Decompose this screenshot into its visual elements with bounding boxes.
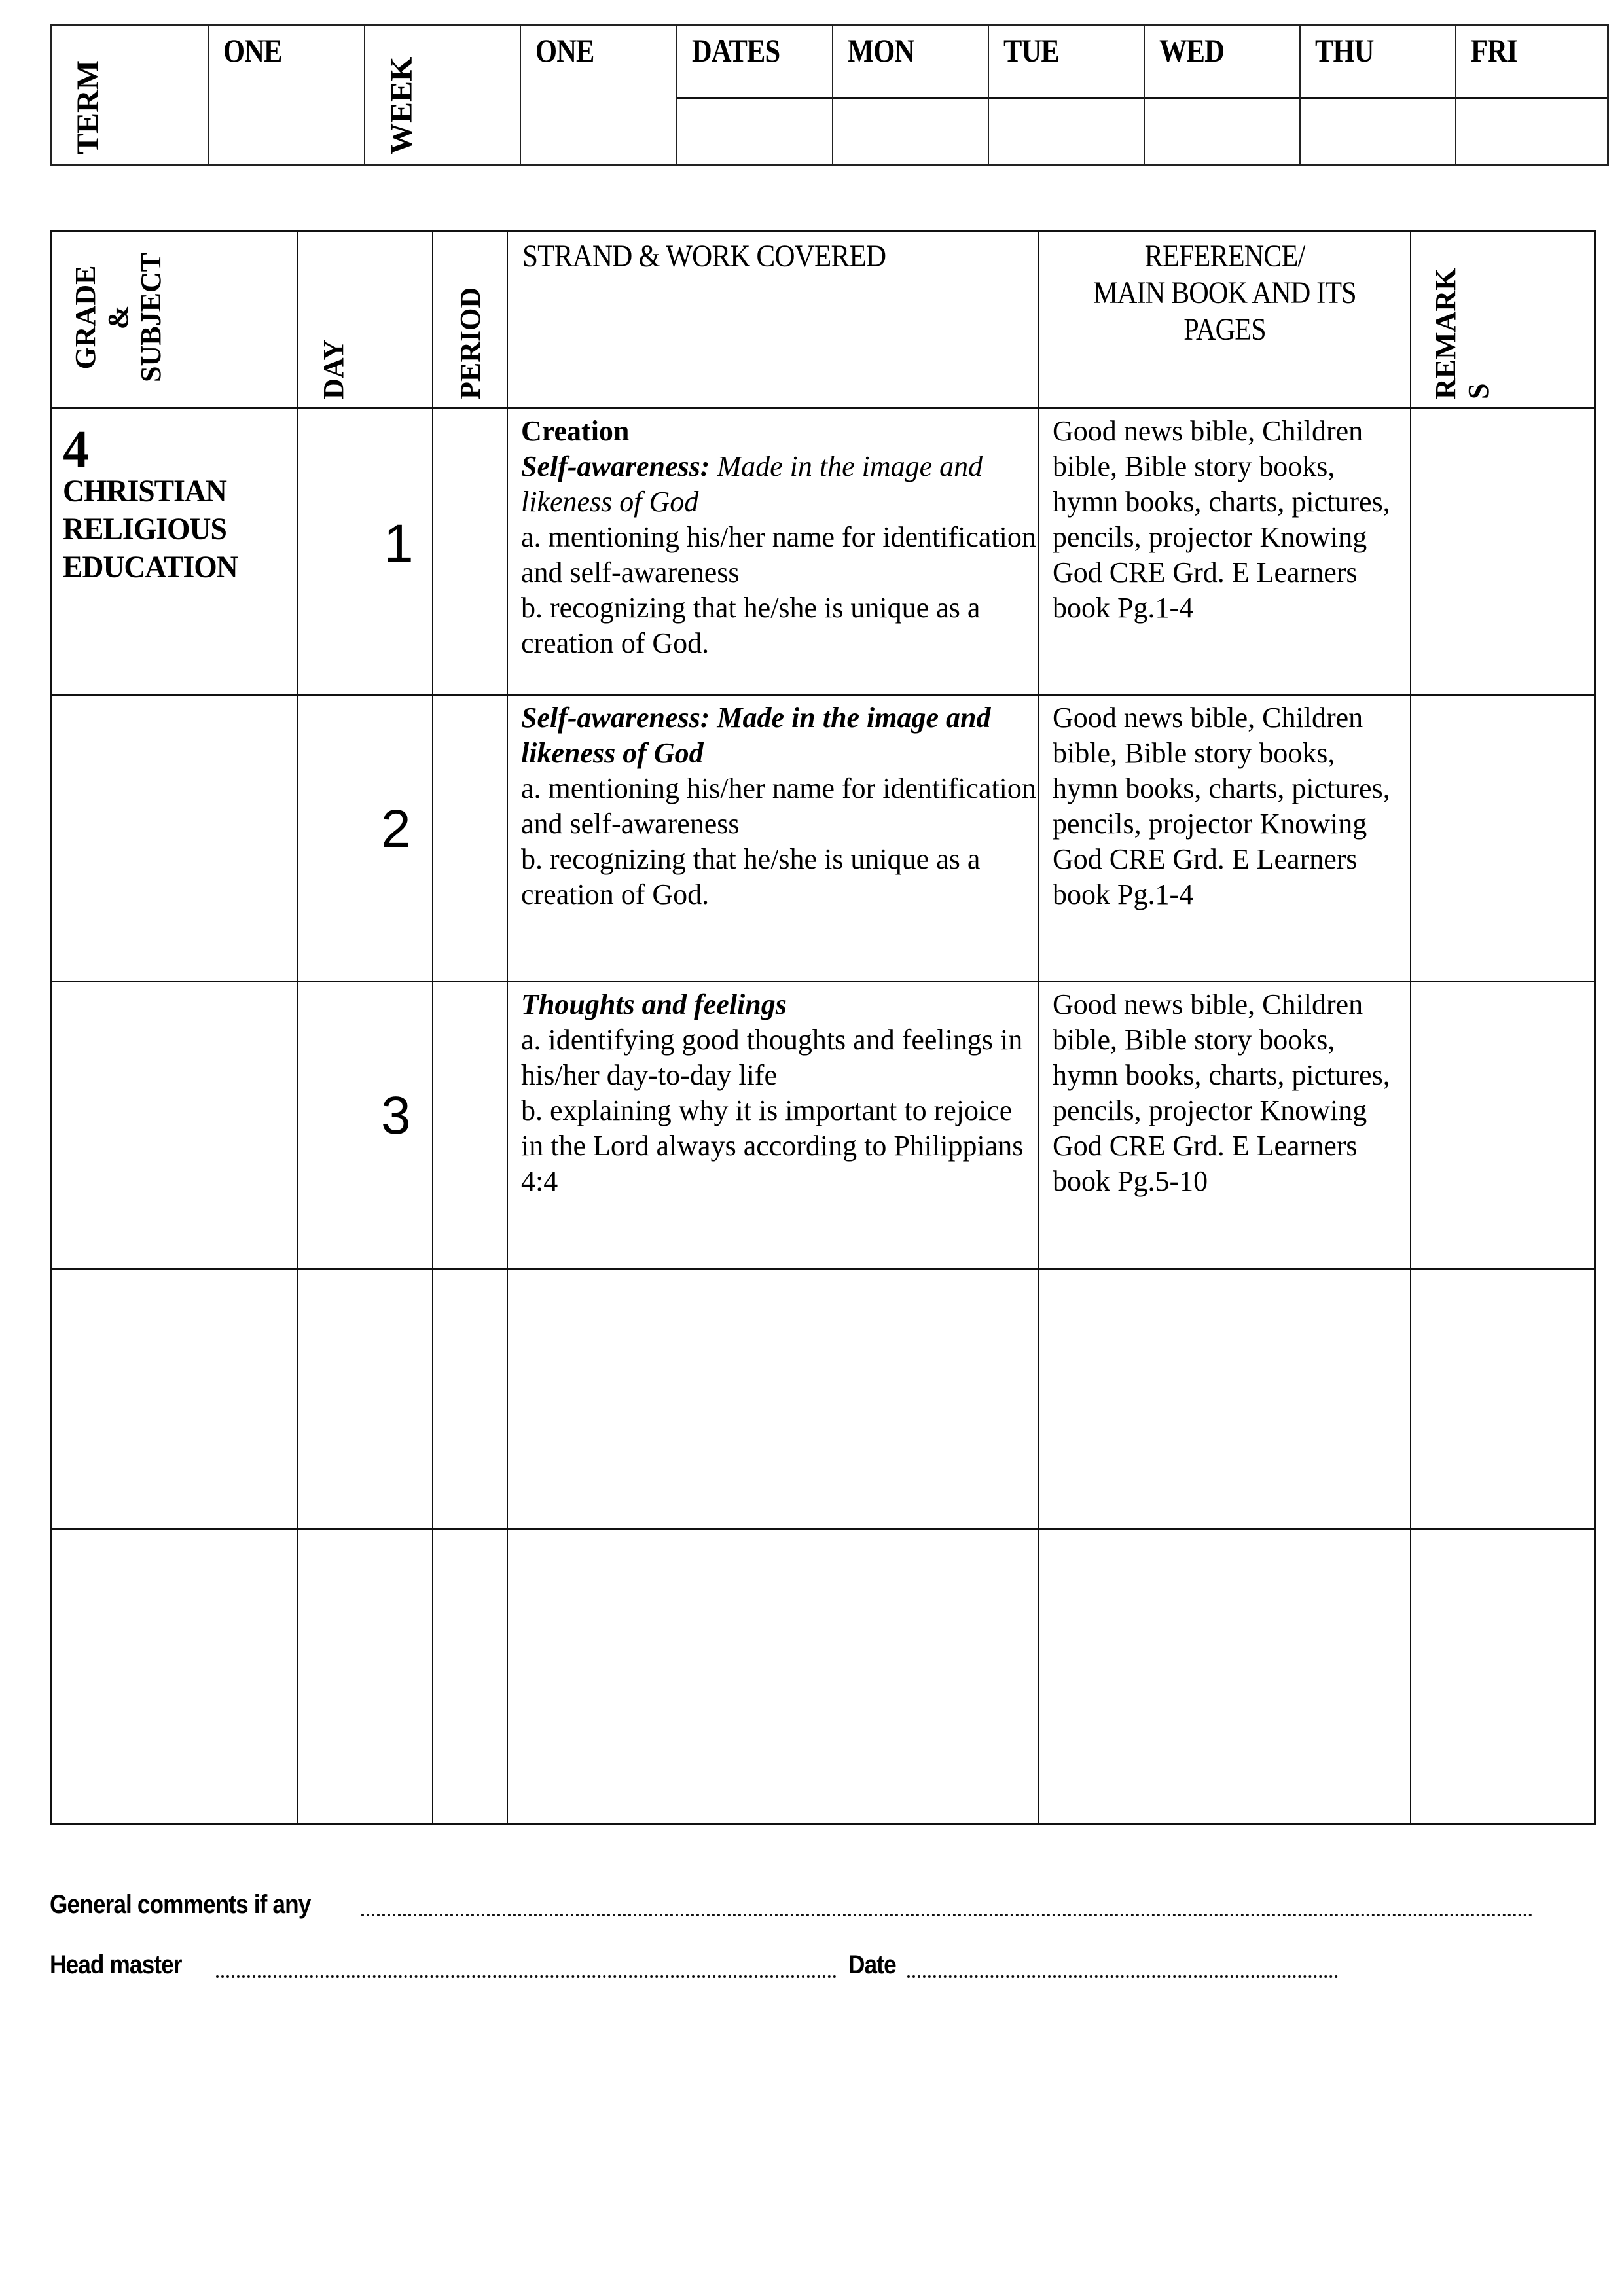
strand-subtitle (521, 449, 1038, 520)
header-reference-line3: PAGES (1183, 312, 1266, 347)
day-label-tue: TUE (1003, 32, 1059, 69)
strand-cell-4[interactable] (508, 1270, 1037, 1526)
header-remarks-line1: REMARK (1430, 268, 1462, 399)
point-b: b. recognizing that he/she is unique as a creation of God. (521, 843, 981, 910)
mon-cell[interactable] (832, 26, 989, 164)
term-value: ONE (223, 32, 282, 69)
strand-subtitle-bold: Self-awareness: (521, 450, 710, 482)
reference-cell-4[interactable] (1039, 1270, 1409, 1526)
header-amp-text: & (102, 305, 134, 330)
strand-title: Creation (521, 415, 630, 447)
header-grade-text: GRADE (69, 265, 101, 370)
day-number-3: 3 (381, 1086, 411, 1145)
grid-line (50, 407, 1596, 409)
strand-cell-5[interactable] (508, 1530, 1037, 1823)
day-number-2: 2 (381, 799, 411, 859)
day-number-1: 1 (384, 514, 414, 573)
header-remarks-line2: S (1462, 383, 1494, 399)
dates-label: DATES (692, 32, 780, 69)
week-label: WEEK (384, 56, 419, 154)
divider (833, 97, 989, 99)
day-label-wed: WED (1159, 32, 1224, 69)
divider (989, 97, 1145, 99)
header-reference-line1: REFERENCE/ (1144, 239, 1305, 274)
divider (1145, 97, 1301, 99)
term-week-table (50, 24, 1609, 166)
week-label-cell (364, 26, 521, 164)
grid-line (50, 1823, 1596, 1825)
general-comments-field[interactable] (361, 1905, 1533, 1916)
date-field[interactable] (907, 1966, 1338, 1978)
grid-line (50, 230, 52, 1825)
header-subject-text: SUBJECT (135, 252, 167, 382)
divider (677, 97, 833, 99)
remarks-cell-3[interactable] (1411, 982, 1593, 1266)
point-b: b. recognizing that he/she is unique as a creation of God. (521, 592, 981, 659)
point-a: a. mentioning his/her name for identification and self-awareness (521, 521, 1036, 588)
term-label-cell (52, 26, 208, 164)
grid-line (50, 981, 1596, 982)
strand-cell-3[interactable] (521, 987, 1038, 1199)
day-label-mon: MON (848, 32, 914, 69)
reference-cell-5[interactable] (1039, 1530, 1409, 1823)
fri-cell[interactable] (1455, 26, 1607, 164)
week-value: ONE (535, 32, 594, 69)
wed-cell[interactable] (1144, 26, 1301, 164)
header-grade-subject (69, 253, 168, 382)
header-period: PERIOD (454, 287, 486, 399)
subject-line: EDUCATION (63, 550, 238, 584)
term-label: TERM (71, 60, 105, 154)
remarks-cell-4[interactable] (1411, 1270, 1593, 1526)
strand-cell-2[interactable] (521, 700, 1038, 912)
remarks-cell-5[interactable] (1411, 1530, 1593, 1823)
head-master-field[interactable] (216, 1966, 837, 1978)
grid-line (432, 230, 433, 1825)
thu-cell[interactable] (1299, 26, 1456, 164)
grid-line (50, 230, 1596, 232)
header-remarks (1430, 268, 1495, 399)
head-master-label: Head master (50, 1950, 182, 1979)
divider (1456, 97, 1607, 99)
reference-cell-1[interactable]: Good news bible, Children bible, Bible story books, hymn books, charts, pictures, pencils, projector Knowing God CRE Grd. E Learners book Pg.1-4 (1053, 415, 1390, 624)
grid-line (1594, 230, 1596, 1825)
day-label-fri: FRI (1471, 32, 1517, 69)
reference-cell-3[interactable]: Good news bible, Children bible, Bible story books, hymn books, charts, pictures, pencils, projector Knowing God CRE Grd. E Learners book Pg.5-10 (1053, 988, 1390, 1197)
strand-subtitle-italic: Made in the image and likeness of God (521, 450, 983, 518)
date-label: Date (848, 1950, 896, 1979)
tue-cell[interactable] (988, 26, 1145, 164)
header-day: DAY (317, 339, 350, 399)
reference-cell-2[interactable]: Good news bible, Children bible, Bible story books, hymn books, charts, pictures, pencils, projector Knowing God CRE Grd. E Learners book Pg.1-4 (1053, 702, 1390, 910)
day-label-thu: THU (1315, 32, 1374, 69)
term-value-cell[interactable] (208, 26, 365, 164)
grade-number: 4 (63, 421, 89, 478)
header-reference-line2: MAIN BOOK AND ITS (1093, 276, 1356, 310)
strand-subtitle-bold: Self-awareness: Made in the image and likeness of God (521, 702, 991, 769)
remarks-cell-1[interactable] (1411, 409, 1593, 693)
header-reference (1039, 238, 1410, 348)
remarks-cell-2[interactable] (1411, 696, 1593, 980)
general-comments-label: General comments if any (50, 1890, 311, 1919)
subject-line: CHRISTIAN (63, 474, 226, 509)
point-b: b. explaining why it is important to rejoice in the Lord always according to Philippians 4:4 (521, 1094, 1024, 1197)
lesson-plan-table (50, 230, 1596, 1825)
grid-line (50, 694, 1596, 696)
week-value-cell[interactable] (520, 26, 677, 164)
strand-subtitle-bold: Thoughts and feelings (521, 988, 787, 1020)
subject-name (63, 473, 238, 586)
grid-line (297, 230, 298, 1825)
divider (1301, 97, 1456, 99)
point-a: a. mentioning his/her name for identification and self-awareness (521, 772, 1036, 840)
subject-line: RELIGIOUS (63, 512, 226, 547)
header-strand: STRAND & WORK COVERED (522, 239, 886, 274)
dates-cell (676, 26, 833, 164)
strand-cell-1[interactable] (521, 414, 1038, 661)
point-a: a. identifying good thoughts and feelings in his/her day-to-day life (521, 1024, 1023, 1091)
